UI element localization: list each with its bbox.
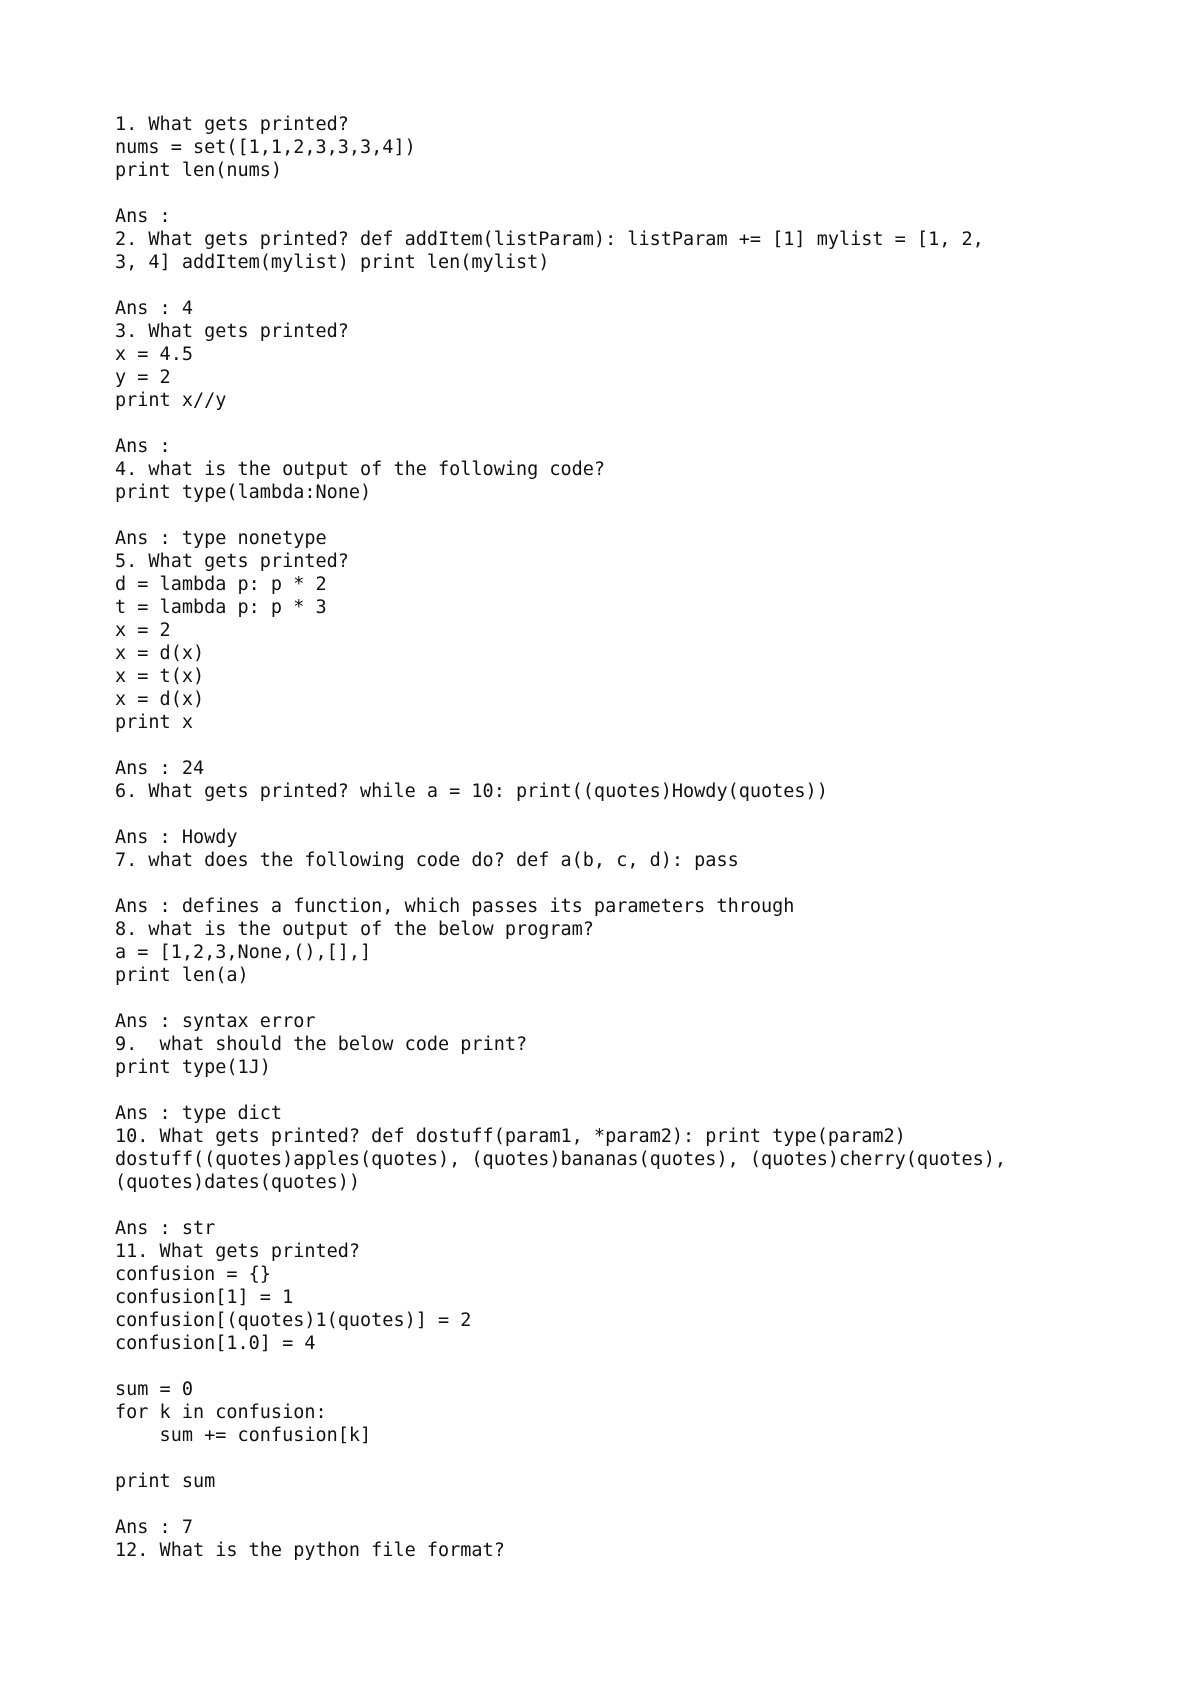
question-heading: 3. What gets printed? [115,321,349,342]
question-block-q10 [115,1125,1115,1240]
code-line: confusion[1] = 1 [115,1287,294,1308]
code-line: dostuff((quotes)apples(quotes), (quotes)bananas(quotes), (quotes)cherry(quotes), [115,1149,1007,1170]
code-line: 3, 4] addItem(mylist) print len(mylist) [115,252,550,273]
question-block-q8 [115,918,1115,1033]
answer-line: Ans : [115,436,171,457]
question-heading: 5. What gets printed? [115,551,349,572]
question-heading: 6. What gets printed? while a = 10: print((quotes)Howdy(quotes)) [115,781,828,802]
blank-line [115,1447,1115,1470]
blank-line [115,1355,1115,1378]
question-block-q2 [115,228,1115,320]
question-heading: 1. What gets printed? [115,114,349,135]
blank-line [115,734,1115,757]
question-heading: 2. What gets printed? def addItem(listParam): listParam += [1] mylist = [1, 2, [115,229,984,250]
question-heading: 10. What gets printed? def dostuff(param1, *param2): print type(param2) [115,1126,906,1147]
code-line: confusion = {} [115,1264,271,1285]
question-block-q7 [115,849,1115,918]
code-line: nums = set([1,1,2,3,3,3,4]) [115,137,416,158]
code-line: print len(a) [115,965,249,986]
code-line: d = lambda p: p * 2 [115,574,327,595]
answer-line: Ans : 7 [115,1517,193,1538]
code-line: confusion[(quotes)1(quotes)] = 2 [115,1310,472,1331]
code-line: print len(nums) [115,160,283,181]
question-block-q11 [115,1240,1115,1539]
document-body [115,113,1115,1562]
question-block-q1 [115,113,1115,228]
blank-line [115,987,1115,1010]
question-heading: 8. what is the output of the below program? [115,919,594,940]
code-line: print type(1J) [115,1057,271,1078]
question-block-q5 [115,550,1115,780]
answer-line: Ans : syntax error [115,1011,316,1032]
code-line: sum = 0 [115,1379,193,1400]
question-block-q9 [115,1033,1115,1125]
code-line: y = 2 [115,367,171,388]
question-block-q4 [115,458,1115,550]
answer-line: Ans : 4 [115,298,193,319]
answer-line: Ans : type dict [115,1103,283,1124]
blank-line [115,274,1115,297]
question-heading: 11. What gets printed? [115,1241,361,1262]
blank-line [115,803,1115,826]
code-line: print x [115,712,193,733]
code-line: (quotes)dates(quotes)) [115,1172,361,1193]
code-line: x = t(x) [115,666,205,687]
question-heading: 4. what is the output of the following code? [115,459,606,480]
code-line: sum += confusion[k] [115,1425,372,1446]
question-block-q12 [115,1539,1115,1562]
answer-line: Ans : Howdy [115,827,238,848]
blank-line [115,1194,1115,1217]
blank-line [115,412,1115,435]
blank-line [115,1079,1115,1102]
question-heading: 12. What is the python file format? [115,1540,505,1561]
code-line: x = 2 [115,620,171,641]
answer-line: Ans : str [115,1218,216,1239]
code-line: for k in confusion: [115,1402,327,1423]
code-line: confusion[1.0] = 4 [115,1333,316,1354]
answer-line: Ans : [115,206,171,227]
question-heading: 9. what should the below code print? [115,1034,528,1055]
question-heading: 7. what does the following code do? def a(b, c, d): pass [115,850,739,871]
code-line: x = 4.5 [115,344,193,365]
code-line: print type(lambda:None) [115,482,372,503]
question-block-q3 [115,320,1115,458]
blank-line [115,872,1115,895]
code-line: t = lambda p: p * 3 [115,597,327,618]
answer-line: Ans : defines a function, which passes its parameters through [115,896,795,917]
code-line: a = [1,2,3,None,(),[],] [115,942,372,963]
code-line: x = d(x) [115,689,205,710]
answer-line: Ans : type nonetype [115,528,327,549]
code-line: print sum [115,1471,216,1492]
code-line: x = d(x) [115,643,205,664]
code-line: print x//y [115,390,227,411]
question-block-q6 [115,780,1115,849]
blank-line [115,504,1115,527]
answer-line: Ans : 24 [115,758,205,779]
blank-line [115,182,1115,205]
blank-line [115,1493,1115,1516]
